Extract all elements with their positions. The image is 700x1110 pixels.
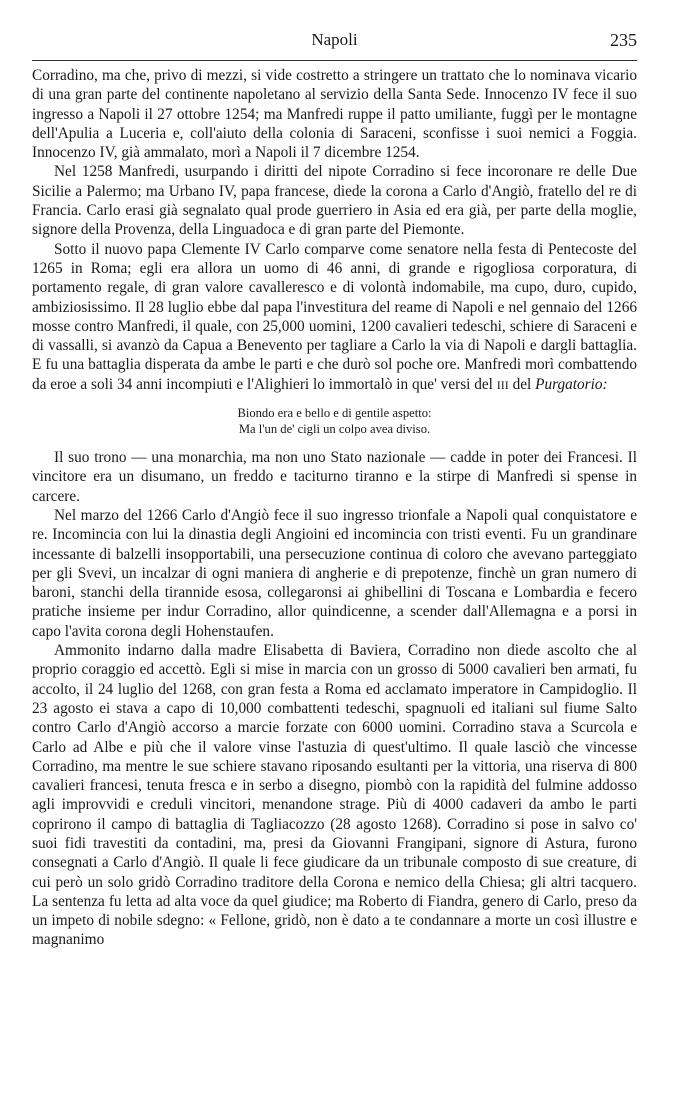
verse-line-1: Biondo era e bello e di gentile aspetto: bbox=[237, 406, 432, 421]
verse-line-2: Ma l'un de' cigli un colpo avea diviso. bbox=[238, 422, 431, 437]
page-number: 235 bbox=[610, 30, 637, 50]
paragraph-2: Nel 1258 Manfredi, usurpando i diritti del nipote Corradino si fece incoronare re delle Due Sicilie a Palermo; ma Urbano IV, papa francese, diede la corona a Carlo d'Angiò, fratello del re di Francia. Carlo erasi già segnalato qual prode guerriero in Asia ed era già, per parte della moglie, signore della Provenza, della Linguadoca e di gran parte del Piemonte. bbox=[32, 163, 637, 239]
paragraph-4: Il suo trono — una monarchia, ma non uno Stato nazionale — cadde in poter dei Francesi. Il vincitore era un disumano, un freddo e taciturno tiranno e la stirpe di Manfredi si spense in carcere. bbox=[32, 449, 637, 505]
paragraph-1: Corradino, ma che, privo di mezzi, si vide costretto a stringere un trattato che lo nominava vicario di una gran parte del continente napoletano al servizio della Santa Sede. Innocenzo IV fece il suo ingresso a Napoli il 27 ottobre 1254; ma Manfredi ruppe il patto umiliante, fuggì per le montagne dell'Apulia a Luceria e, coll'aiuto della colonia di Saraceni, sconfisse i suoi nemici a Foggia. Innocenzo IV, già ammalato, morì a Napoli il 7 dicembre 1254. bbox=[32, 67, 637, 162]
book-page bbox=[32, 0, 637, 1110]
paragraph-5: Nel marzo del 1266 Carlo d'Angiò fece il suo ingresso trionfale a Napoli qual conquistatore e re. Incomincia con lui la dinastia degli Angioini ed incomincia con tristi eventi. Fu un grandinare incessante di balzelli insopportabili, una persecuzione continua di coloro che avevano parteggiato per gli Svevi, un incalzar di ogni maniera di angherie e di prepotenze, finchè un gran numero di baroni, stanchi della tirannide esosa, collegaronsi ai ghibellini di Toscana e Lombardia e fecero pratiche insieme per indur Corradino, allor quindicenne, a scender dall'Allemagna e a porsi in capo l'avita corona degli Hohenstaufen. bbox=[32, 506, 637, 640]
header-rule bbox=[32, 60, 637, 61]
paragraph-6: Ammonito indarno dalla madre Elisabetta di Baviera, Corradino non diede ascolto che al proprio coraggio ed accettò. Egli si mise in marcia con un grosso di 5000 cavalieri ben armati, fu accolto, il 24 luglio del 1268, con gran festa a Roma ed acclamato imperatore in Campidoglio. Il 23 agosto ei stava a capo di 10,000 combattenti tedeschi, spagnuoli ed italiani sul fiume Salto contro Carlo d'Angiò accorso a marcie forzate con 6000 uomini. Corradino stava a Scurcola e Carlo ad Albe e più che il valore vinse l'astuzia di quest'ultimo. Il quale lasciò che vincesse Corradino, ma mentre le sue schiere stavano riposando esultanti per la vittoria, una riserva di 800 cavalieri francesi, tenuta fresca e in serbo a disegno, piombò con la rapidità del fulmine addosso agli improvvidi e creduli vincitori, menandone strage. Più di 4000 cadaveri da ambo le parti coprirono il campo di battaglia di Tagliacozzo (28 agosto 1268). Corradino si pose in salvo co' suoi fidi travestiti da contadini, ma, presi da Giovanni Frangipani, signore di Astura, furono consegnati a Carlo d'Angiò. Il quale li fece giudicare da un tribunale composto di sue creature, di cui però un solo gridò Corradino traditore della Corona e nemico della Chiesa; gli altri tacquero. La sentenza fu letta ad alta voce da quel giudice; ma Roberto di Fiandra, genero di Carlo, preso da un impeto di nobile sdegno: « Fellone, gridò, non è dato a te condannare a morte un così illustre e magnanimo bbox=[32, 642, 637, 949]
paragraph-3-connector: del bbox=[508, 375, 536, 393]
page-header bbox=[32, 30, 637, 52]
paragraph-3: Sotto il nuovo papa Clemente IV Carlo comparve come senatore nella festa di Pentecoste del 1265 in Roma; egli era allora un uomo di 46 anni, di grande e rigogliosa corporatura, di portamento regale, di gran valore cavalleresco e di volontà indomabile, ma cupo, duro, cupido, ambiziosissimo. Il 28 luglio ebbe dal papa l'investitura del reame di Napoli e nel gennaio del 1266 mosse contro Manfredi, il quale, con 25,000 uomini, 1200 cavalieri tedeschi, schiere di Saraceni e di vassalli, si avanzò da Capua a Benevento per tagliare a Carlo la via di Napoli e dargli battaglia. E fu una battaglia disperata da ambe le parti e che durò sol poche ore. Manfredi morì combattendo da eroe a soli 34 anni incompiuti e l'Alighieri lo immortalò in que' versi del III del Purgatorio: bbox=[32, 240, 637, 393]
canto-number: III bbox=[496, 377, 509, 392]
purgatorio-title: Purgatorio: bbox=[535, 375, 608, 393]
verse-quote bbox=[32, 405, 637, 437]
paragraph-3-text: Sotto il nuovo papa Clemente IV Carlo comparve come senatore nella festa di Pentecoste del 1265 in Roma; egli era allora un uomo di 46 anni, di grande e rigogliosa corporatura, di portamento regale, di gran valore cavalleresco e di volontà indomabile, ma cupo, duro, cupido, ambiziosissimo. Il 28 luglio ebbe dal papa l'investitura del reame di Napoli e nel gennaio del 1266 mosse contro Manfredi, il quale, con 25,000 uomini, 1200 cavalieri tedeschi, schiere di Saraceni e di vassalli, si avanzò da Capua a Benevento per tagliare a Carlo la via di Napoli e dargli battaglia. E fu una battaglia disperata da ambe le parti e che durò sol poche ore. Manfredi morì combattendo da eroe a soli 34 anni incompiuti e l'Alighieri lo immortalò in que' versi bbox=[32, 240, 637, 393]
running-title: Napoli bbox=[311, 30, 358, 49]
page-body bbox=[32, 66, 637, 950]
